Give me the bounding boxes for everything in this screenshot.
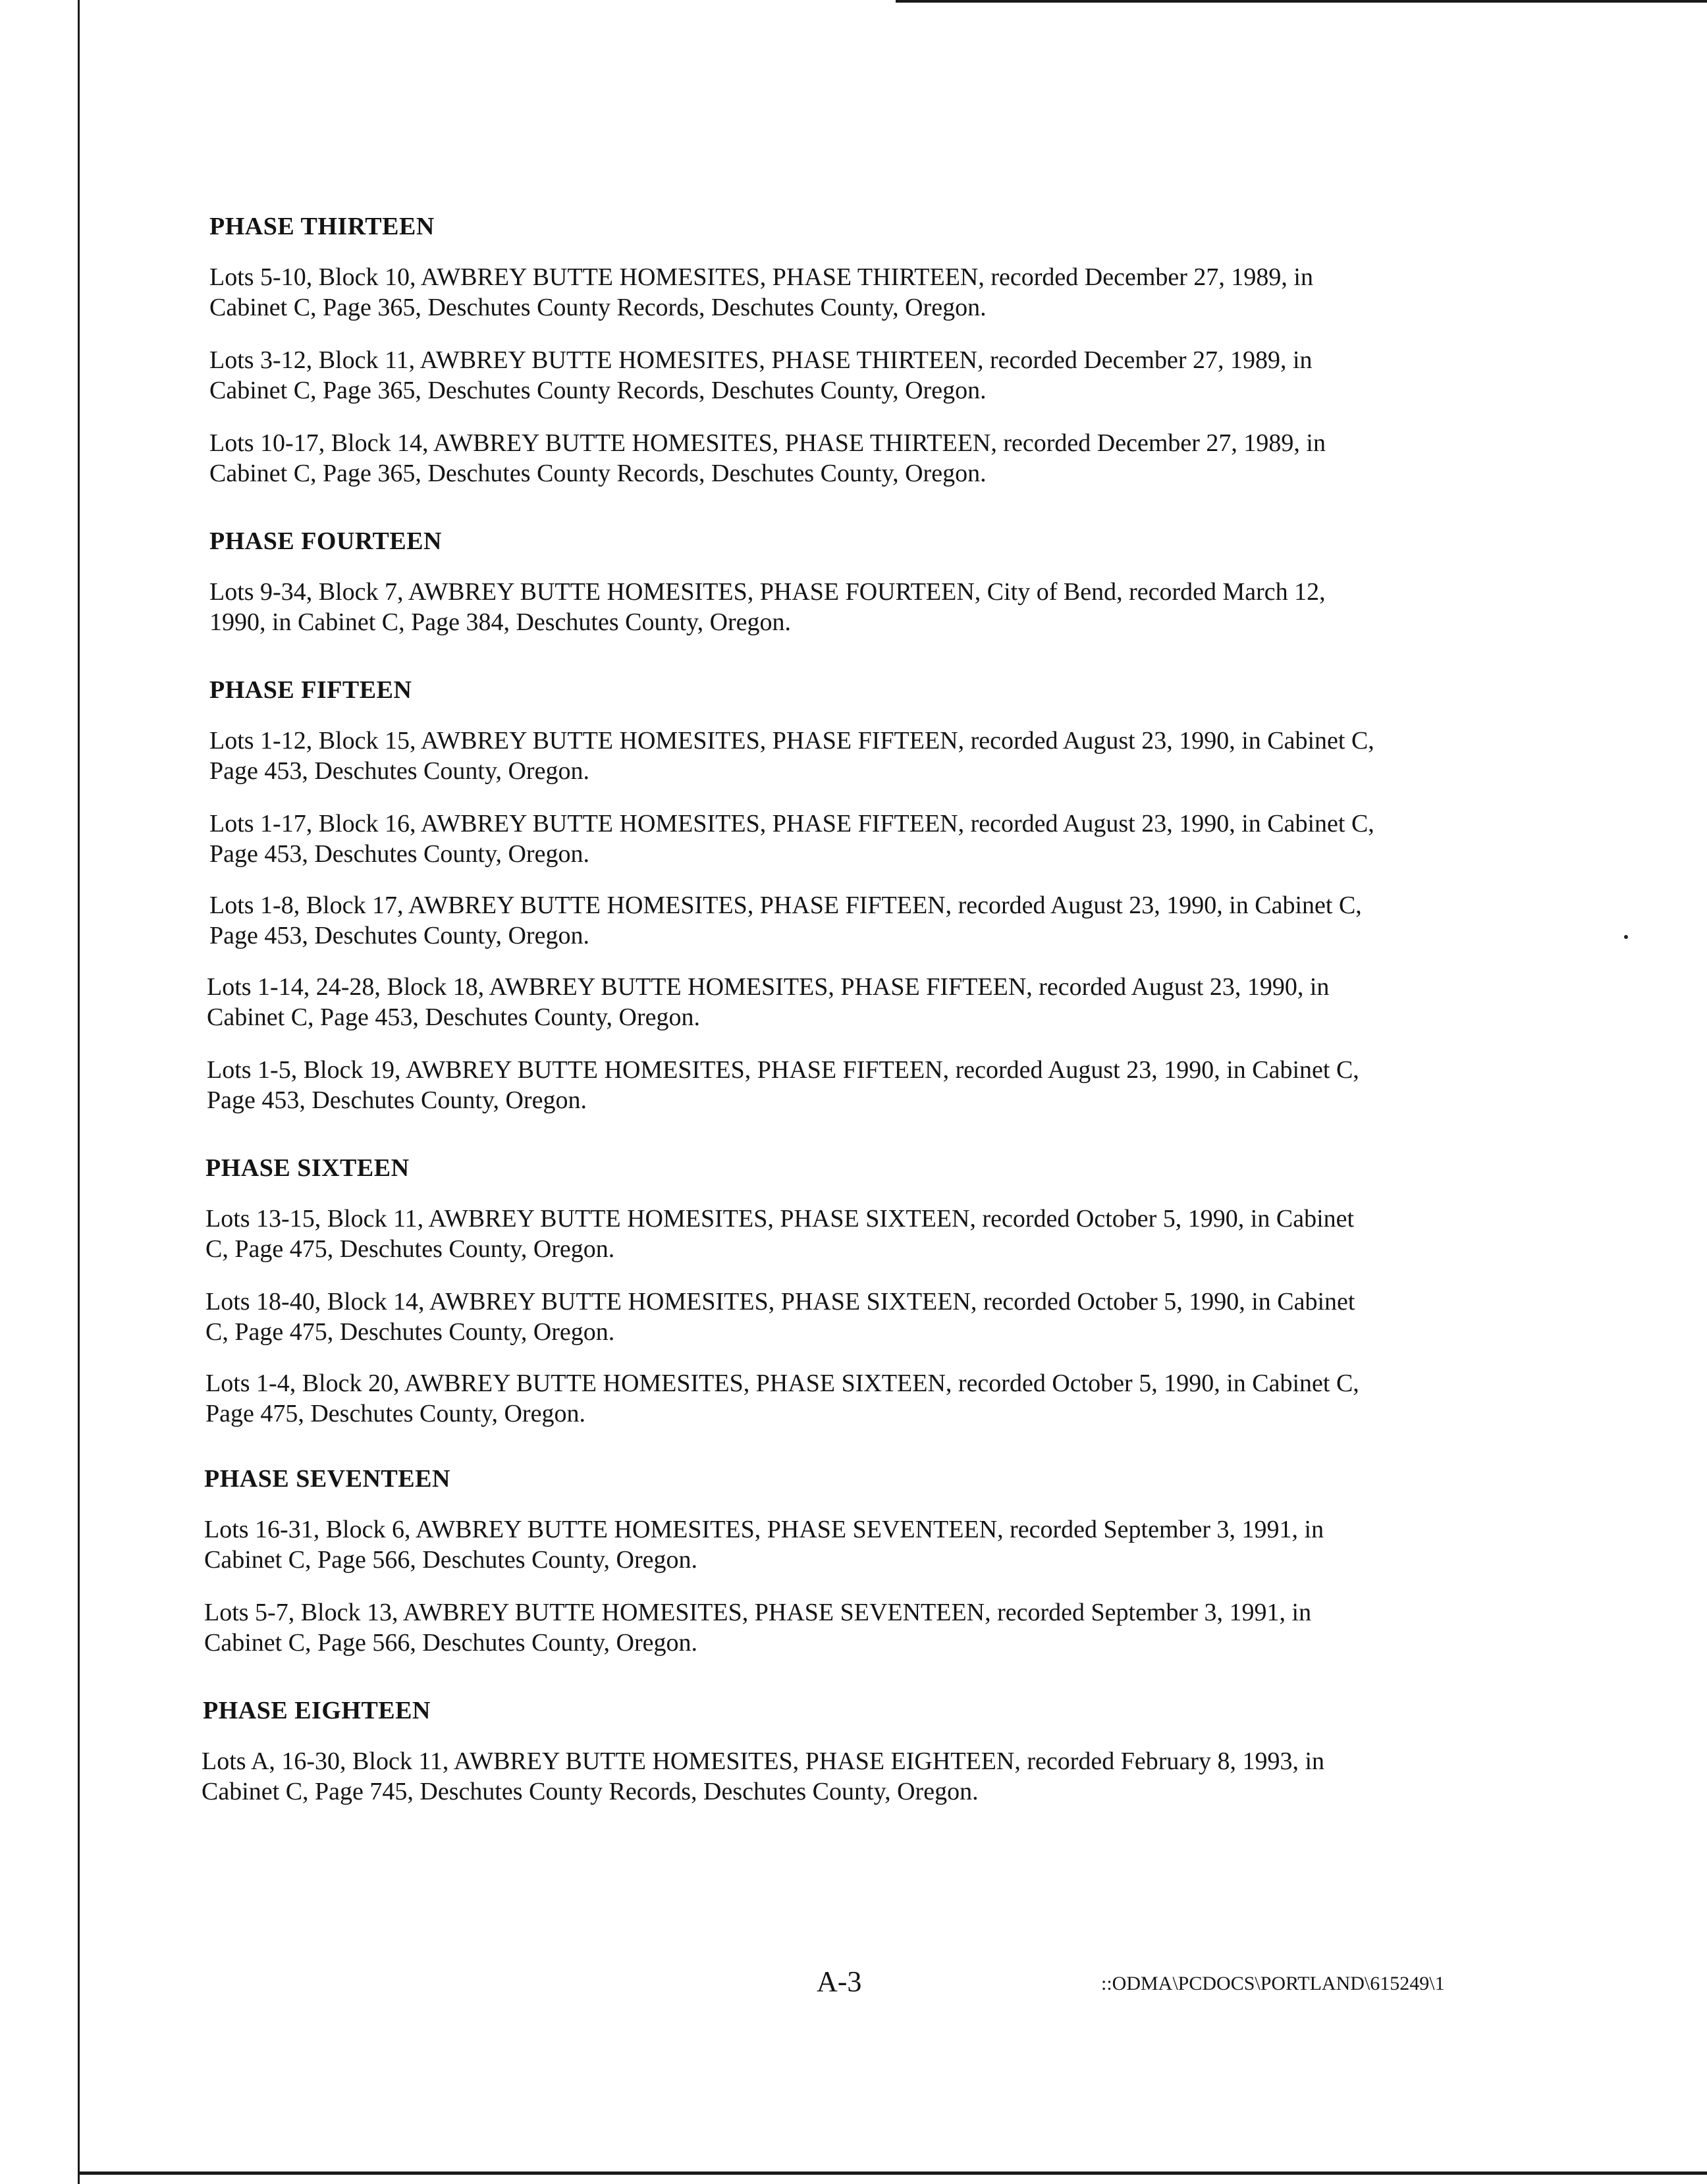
paragraph-line: C, Page 475, Deschutes County, Oregon. <box>205 1318 615 1346</box>
section-paragraph <box>209 345 1527 406</box>
paragraph-line: Lots 10-17, Block 14, AWBREY BUTTE HOMESITES, PHASE THIRTEEN, recorded December 27, 1989, in <box>209 429 1326 457</box>
paragraph-line: Lots 1-17, Block 16, AWBREY BUTTE HOMESITES, PHASE FIFTEEN, recorded August 23, 1990, in Cabinet C, <box>209 810 1374 838</box>
section-paragraph <box>205 1204 1523 1264</box>
section-paragraph <box>209 890 1527 951</box>
paragraph-line: Page 453, Deschutes County, Oregon. <box>209 840 589 868</box>
paragraph-line: 1990, in Cabinet C, Page 384, Deschutes County, Oregon. <box>209 608 792 636</box>
section-paragraph <box>207 972 1524 1032</box>
section-paragraph <box>209 809 1527 869</box>
paragraph-line: Page 453, Deschutes County, Oregon. <box>209 922 589 949</box>
paragraph-line: Lots 13-15, Block 11, AWBREY BUTTE HOMESITES, PHASE SIXTEEN, recorded October 5, 1990, in Cabinet <box>205 1205 1355 1233</box>
section-paragraph <box>204 1597 1521 1658</box>
paragraph-line: Cabinet C, Page 365, Deschutes County Records, Deschutes County, Oregon. <box>209 460 987 487</box>
paragraph-line: Lots 3-12, Block 11, AWBREY BUTTE HOMESITES, PHASE THIRTEEN, recorded December 27, 1989, in <box>209 346 1313 374</box>
paragraph-line: Lots A, 16-30, Block 11, AWBREY BUTTE HOMESITES, PHASE EIGHTEEN, recorded February 8, 1993, in <box>202 1747 1325 1775</box>
paragraph-line: Lots 5-10, Block 10, AWBREY BUTTE HOMESITES, PHASE THIRTEEN, recorded December 27, 1989, in <box>209 263 1313 291</box>
paragraph-line: Lots 1-5, Block 19, AWBREY BUTTE HOMESITES, PHASE FIFTEEN, recorded August 23, 1990, in Cabinet C, <box>207 1056 1359 1084</box>
paragraph-line: Lots 5-7, Block 13, AWBREY BUTTE HOMESITES, PHASE SEVENTEEN, recorded September 3, 1991, in <box>204 1599 1312 1626</box>
page-number: A-3 <box>817 1965 862 1998</box>
paragraph-line: Lots 9-34, Block 7, AWBREY BUTTE HOMESITES, PHASE FOURTEEN, City of Bend, recorded March 12, <box>209 578 1326 606</box>
paragraph-line: Cabinet C, Page 566, Deschutes County, Oregon. <box>204 1629 697 1657</box>
section-heading-phase-thirteen: PHASE THIRTEEN <box>209 213 435 240</box>
section-paragraph <box>202 1746 1519 1807</box>
section-paragraph <box>209 428 1527 489</box>
section-paragraph <box>209 577 1527 637</box>
document-path: ::ODMA\PCDOCS\PORTLAND\615249\1 <box>1101 1973 1445 1994</box>
section-paragraph <box>205 1287 1523 1347</box>
paragraph-line: Lots 1-4, Block 20, AWBREY BUTTE HOMESITES, PHASE SIXTEEN, recorded October 5, 1990, in Cabinet C, <box>205 1370 1359 1397</box>
paragraph-line: Cabinet C, Page 745, Deschutes County Records, Deschutes County, Oregon. <box>202 1778 979 1805</box>
paragraph-line: Lots 1-14, 24-28, Block 18, AWBREY BUTTE HOMESITES, PHASE FIFTEEN, recorded August 23, 1990, in <box>207 973 1330 1001</box>
section-heading-phase-eighteen: PHASE EIGHTEEN <box>203 1697 431 1724</box>
section-heading-phase-seventeen: PHASE SEVENTEEN <box>204 1465 450 1493</box>
paragraph-line: Cabinet C, Page 566, Deschutes County, Oregon. <box>204 1546 697 1574</box>
paragraph-line: Cabinet C, Page 365, Deschutes County Records, Deschutes County, Oregon. <box>209 377 987 404</box>
section-heading-phase-fifteen: PHASE FIFTEEN <box>209 676 412 704</box>
section-paragraph <box>205 1368 1523 1429</box>
paragraph-line: C, Page 475, Deschutes County, Oregon. <box>205 1235 615 1263</box>
section-paragraph <box>209 726 1527 786</box>
paragraph-line: Lots 1-12, Block 15, AWBREY BUTTE HOMESITES, PHASE FIFTEEN, recorded August 23, 1990, in Cabinet C, <box>209 727 1374 755</box>
paragraph-line: Page 453, Deschutes County, Oregon. <box>209 757 589 785</box>
paragraph-line: Lots 18-40, Block 14, AWBREY BUTTE HOMESITES, PHASE SIXTEEN, recorded October 5, 1990, in Cabinet <box>205 1288 1355 1316</box>
paragraph-line: Cabinet C, Page 453, Deschutes County, Oregon. <box>207 1003 700 1031</box>
section-paragraph <box>207 1055 1524 1115</box>
paragraph-line: Lots 1-8, Block 17, AWBREY BUTTE HOMESITES, PHASE FIFTEEN, recorded August 23, 1990, in Cabinet C, <box>209 892 1362 919</box>
section-heading-phase-sixteen: PHASE SIXTEEN <box>205 1154 410 1182</box>
section-heading-phase-fourteen: PHASE FOURTEEN <box>209 527 442 555</box>
section-paragraph <box>204 1514 1521 1575</box>
section-paragraph <box>209 262 1527 323</box>
paragraph-line: Lots 16-31, Block 6, AWBREY BUTTE HOMESITES, PHASE SEVENTEEN, recorded September 3, 1991, in <box>204 1516 1324 1543</box>
paragraph-line: Page 453, Deschutes County, Oregon. <box>207 1086 587 1114</box>
paragraph-line: Page 475, Deschutes County, Oregon. <box>205 1400 585 1427</box>
paragraph-line: Cabinet C, Page 365, Deschutes County Records, Deschutes County, Oregon. <box>209 294 987 321</box>
